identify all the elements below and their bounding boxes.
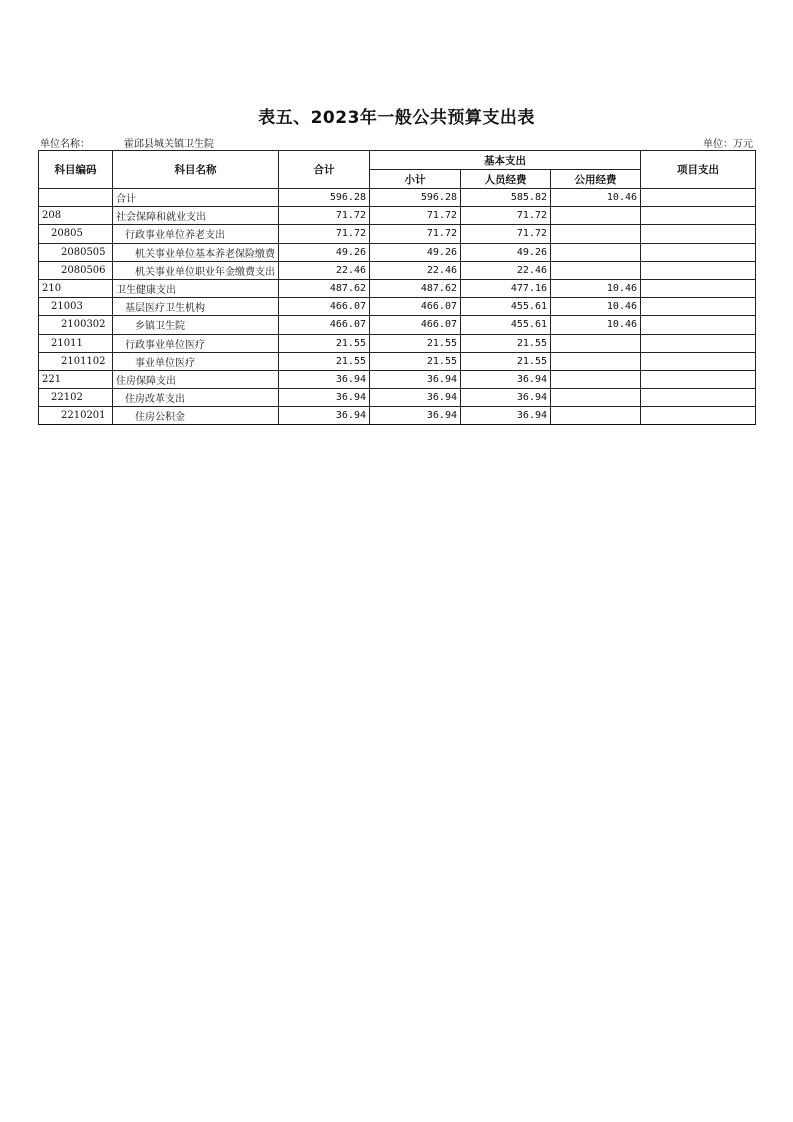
cell-public xyxy=(551,243,641,261)
budget-body xyxy=(39,189,756,425)
cell-subtotal: 36.94 xyxy=(370,370,461,388)
header-public: 公用经费 xyxy=(551,170,641,189)
cell-code: 2080505 xyxy=(39,243,113,261)
table-row xyxy=(39,298,756,316)
cell-code: 2100302 xyxy=(39,316,113,334)
header-row-1 xyxy=(39,151,756,170)
cell-project xyxy=(641,261,756,279)
cell-code: 20805 xyxy=(39,225,113,243)
cell-name: 机关事业单位职业年金缴费支出 xyxy=(113,261,279,279)
table-row xyxy=(39,261,756,279)
cell-total: 71.72 xyxy=(279,207,370,225)
cell-code: 210 xyxy=(39,279,113,297)
cell-subtotal: 487.62 xyxy=(370,279,461,297)
cell-subtotal: 71.72 xyxy=(370,225,461,243)
cell-project xyxy=(641,243,756,261)
cell-personnel: 455.61 xyxy=(461,316,551,334)
cell-code: 2210201 xyxy=(39,407,113,425)
cell-personnel: 36.94 xyxy=(461,407,551,425)
cell-personnel: 71.72 xyxy=(461,225,551,243)
cell-public: 10.46 xyxy=(551,279,641,297)
cell-project xyxy=(641,407,756,425)
cell-public xyxy=(551,370,641,388)
table-row xyxy=(39,316,756,334)
cell-personnel: 21.55 xyxy=(461,352,551,370)
page-title: 表五、2023年一般公共预算支出表 xyxy=(258,108,535,128)
cell-subtotal: 21.55 xyxy=(370,334,461,352)
cell-public: 10.46 xyxy=(551,189,641,207)
cell-public xyxy=(551,225,641,243)
cell-name: 社会保障和就业支出 xyxy=(113,207,279,225)
cell-project xyxy=(641,389,756,407)
cell-public xyxy=(551,334,641,352)
cell-personnel: 455.61 xyxy=(461,298,551,316)
cell-project xyxy=(641,316,756,334)
cell-project xyxy=(641,189,756,207)
table-row xyxy=(39,189,756,207)
cell-public: 10.46 xyxy=(551,316,641,334)
cell-name: 住房保障支出 xyxy=(113,370,279,388)
cell-personnel: 477.16 xyxy=(461,279,551,297)
table-row xyxy=(39,225,756,243)
header-name: 科目名称 xyxy=(113,151,279,189)
cell-total: 49.26 xyxy=(279,243,370,261)
cell-subtotal: 596.28 xyxy=(370,189,461,207)
cell-name: 住房公积金 xyxy=(113,407,279,425)
cell-public xyxy=(551,261,641,279)
cell-total: 22.46 xyxy=(279,261,370,279)
cell-public xyxy=(551,407,641,425)
table-row xyxy=(39,389,756,407)
cell-code: 2080506 xyxy=(39,261,113,279)
cell-subtotal: 22.46 xyxy=(370,261,461,279)
cell-total: 71.72 xyxy=(279,225,370,243)
cell-public: 10.46 xyxy=(551,298,641,316)
cell-subtotal: 49.26 xyxy=(370,243,461,261)
cell-code: 22102 xyxy=(39,389,113,407)
cell-subtotal: 71.72 xyxy=(370,207,461,225)
cell-public xyxy=(551,389,641,407)
cell-total: 36.94 xyxy=(279,407,370,425)
cell-name: 机关事业单位基本养老保险缴费 xyxy=(113,243,279,261)
cell-code: 2101102 xyxy=(39,352,113,370)
table-row xyxy=(39,334,756,352)
cell-personnel: 585.82 xyxy=(461,189,551,207)
cell-project xyxy=(641,370,756,388)
cell-personnel: 21.55 xyxy=(461,334,551,352)
header-total: 合计 xyxy=(279,151,370,189)
header-basic: 基本支出 xyxy=(370,151,641,170)
table-row xyxy=(39,352,756,370)
cell-subtotal: 466.07 xyxy=(370,298,461,316)
cell-subtotal: 36.94 xyxy=(370,407,461,425)
cell-subtotal: 21.55 xyxy=(370,352,461,370)
cell-project xyxy=(641,207,756,225)
cell-name: 合计 xyxy=(113,189,279,207)
cell-subtotal: 466.07 xyxy=(370,316,461,334)
cell-name: 乡镇卫生院 xyxy=(113,316,279,334)
cell-personnel: 36.94 xyxy=(461,370,551,388)
cell-code: 21011 xyxy=(39,334,113,352)
cell-name: 卫生健康支出 xyxy=(113,279,279,297)
table-row xyxy=(39,207,756,225)
currency-unit: 单位：万元 xyxy=(703,139,753,150)
cell-name: 事业单位医疗 xyxy=(113,352,279,370)
cell-public xyxy=(551,207,641,225)
cell-subtotal: 36.94 xyxy=(370,389,461,407)
header-project: 项目支出 xyxy=(641,151,756,189)
cell-project xyxy=(641,225,756,243)
cell-total: 21.55 xyxy=(279,352,370,370)
cell-total: 487.62 xyxy=(279,279,370,297)
cell-total: 36.94 xyxy=(279,389,370,407)
cell-total: 466.07 xyxy=(279,316,370,334)
table-row xyxy=(39,407,756,425)
cell-code: 21003 xyxy=(39,298,113,316)
cell-personnel: 49.26 xyxy=(461,243,551,261)
cell-name: 基层医疗卫生机构 xyxy=(113,298,279,316)
cell-total: 21.55 xyxy=(279,334,370,352)
unit-info xyxy=(40,135,214,150)
cell-name: 住房改革支出 xyxy=(113,389,279,407)
cell-project xyxy=(641,298,756,316)
cell-total: 466.07 xyxy=(279,298,370,316)
cell-name: 行政事业单位医疗 xyxy=(113,334,279,352)
table-row xyxy=(39,243,756,261)
unit-name: 霍邱县城关镇卫生院 xyxy=(124,139,214,150)
cell-personnel: 71.72 xyxy=(461,207,551,225)
header-code: 科目编码 xyxy=(39,151,113,189)
header-subtotal: 小计 xyxy=(370,170,461,189)
cell-project xyxy=(641,279,756,297)
cell-code: 208 xyxy=(39,207,113,225)
cell-project xyxy=(641,352,756,370)
cell-total: 596.28 xyxy=(279,189,370,207)
table-row xyxy=(39,279,756,297)
cell-personnel: 36.94 xyxy=(461,389,551,407)
header-personnel: 人员经费 xyxy=(461,170,551,189)
cell-public xyxy=(551,352,641,370)
cell-code: 221 xyxy=(39,370,113,388)
unit-label: 单位名称： xyxy=(40,139,90,150)
cell-personnel: 22.46 xyxy=(461,261,551,279)
cell-code xyxy=(39,189,113,207)
cell-total: 36.94 xyxy=(279,370,370,388)
budget-table xyxy=(38,150,756,425)
cell-project xyxy=(641,334,756,352)
cell-name: 行政事业单位养老支出 xyxy=(113,225,279,243)
table-row xyxy=(39,370,756,388)
